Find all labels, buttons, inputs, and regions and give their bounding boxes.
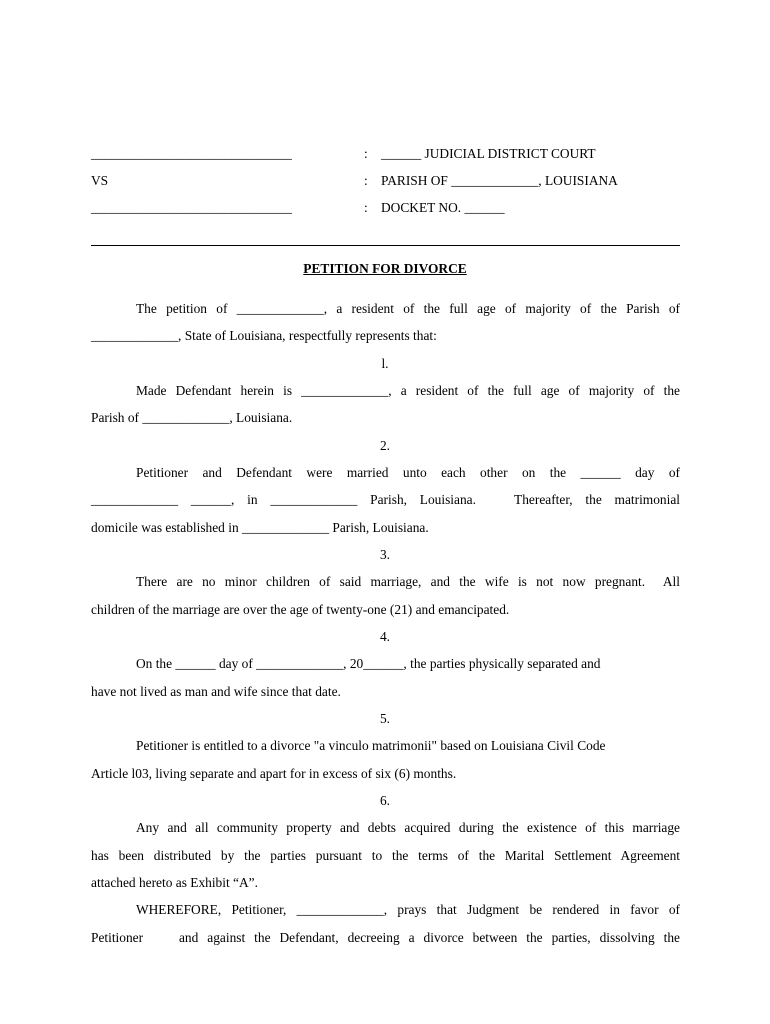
intro-line-1: The petition of _____________, a resident of the full age of majority of the Parish of — [136, 301, 680, 316]
caption-colon: : — [364, 200, 368, 215]
paragraph-6-line-2: has been distributed by the parties pursuant to the terms of the Marital Settlement Agreement — [91, 848, 680, 863]
court-name: ______ JUDICIAL DISTRICT COURT — [381, 146, 596, 161]
document-title: PETITION FOR DIVORCE — [303, 261, 467, 276]
caption-row-docket — [91, 200, 681, 220]
paragraph-5-line-2: Article l03, living separate and apart for in excess of six (6) months. — [91, 766, 457, 781]
paragraph-number-3: 3. — [379, 547, 391, 562]
plaintiff-name-blank: ______________________________ — [91, 146, 292, 161]
paragraph-5-line-1: Petitioner is entitled to a divorce "a vinculo matrimonii" based on Louisiana Civil Code — [136, 738, 606, 753]
wherefore-line-2: Petitioner and against the Defendant, decreeing a divorce between the parties, dissolving the — [91, 930, 680, 945]
paragraph-6-line-1: Any and all community property and debts acquired during the existence of this marriage — [136, 820, 680, 835]
caption-divider — [91, 245, 680, 246]
paragraph-2-line-3: domicile was established in _____________ Parish, Louisiana. — [91, 520, 429, 535]
paragraph-4-line-1: On the ______ day of _____________, 20______, the parties physically separated and — [136, 656, 601, 671]
paragraph-6-line-3: attached hereto as Exhibit “A”. — [91, 875, 258, 890]
paragraph-2-line-2: _____________ ______, in _____________ Parish, Louisiana. Thereafter, the matrimonial — [91, 492, 680, 507]
paragraph-1-line-1: Made Defendant herein is _____________, a resident of the full age of majority of the — [136, 383, 680, 398]
caption-row-parish — [91, 173, 681, 193]
defendant-name-blank: ______________________________ — [91, 200, 292, 215]
wherefore-line-1: WHEREFORE, Petitioner, _____________, prays that Judgment be rendered in favor of — [136, 902, 680, 917]
paragraph-3-line-2: children of the marriage are over the age of twenty-one (21) and emancipated. — [91, 602, 510, 617]
paragraph-4-line-2: have not lived as man and wife since that date. — [91, 684, 341, 699]
docket-number: DOCKET NO. ______ — [381, 200, 505, 215]
paragraph-number-2: 2. — [379, 438, 391, 453]
caption-colon: : — [364, 146, 368, 161]
paragraph-2-line-1: Petitioner and Defendant were married unto each other on the ______ day of — [136, 465, 680, 480]
caption-colon: : — [364, 173, 368, 188]
paragraph-number-6: 6. — [379, 793, 391, 808]
caption-row-court — [91, 146, 681, 166]
paragraph-3-line-1: There are no minor children of said marriage, and the wife is not now pregnant. All — [136, 574, 680, 589]
paragraph-number-5: 5. — [379, 711, 391, 726]
parish-name: PARISH OF _____________, LOUISIANA — [381, 173, 618, 188]
paragraph-number-1: l. — [381, 356, 389, 371]
versus-label: VS — [91, 173, 109, 188]
paragraph-number-4: 4. — [379, 629, 391, 644]
intro-line-2: _____________, State of Louisiana, respectfully represents that: — [91, 328, 437, 343]
paragraph-1-line-2: Parish of _____________, Louisiana. — [91, 410, 293, 425]
